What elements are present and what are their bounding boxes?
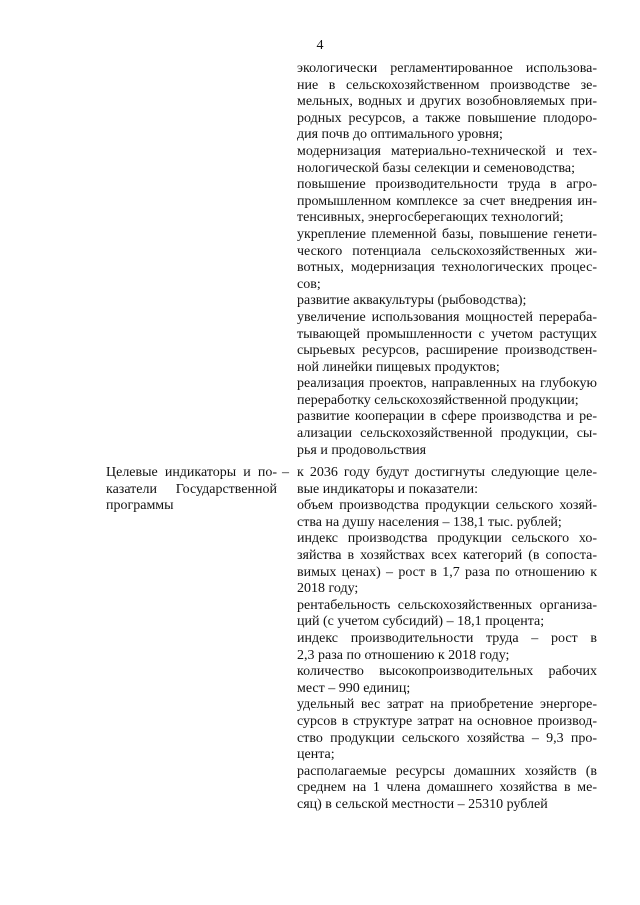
text-line: ство продукции сельского хозяйства – 9,3 про- xyxy=(297,730,597,746)
text-line: индекс производства продукции сельского хо- xyxy=(297,531,597,547)
text-line: к 2036 году будут достигнуты следующие целе- xyxy=(297,465,597,480)
indicators-label xyxy=(106,465,277,515)
text-line: ческого потенциала сельскохозяйственных жи- xyxy=(297,243,597,259)
label-line: Целевые индикаторы и по- xyxy=(106,465,277,480)
text-line: экологически регламентированное использова- xyxy=(297,61,597,76)
text-line: развитие кооперации в сфере производства и ре- xyxy=(297,409,597,425)
text-line: родных ресурсов, а также повышение плодоро- xyxy=(297,110,597,126)
text-line: ций (с учетом субсидий) – 18,1 процента; xyxy=(297,614,545,630)
page-number: 4 xyxy=(316,38,324,53)
text-line: индекс производительности труда – рост в xyxy=(297,630,597,646)
label-line: казатели Государственной xyxy=(106,481,277,497)
text-line: удельный вес затрат на приобретение энергоре- xyxy=(297,697,597,713)
text-line: зяйства в хозяйствах всех категорий (в сопоста- xyxy=(297,547,597,563)
text-line: вимых ценах) – рост в 1,7 раза по отношению к xyxy=(297,564,597,580)
text-line: увеличение использования мощностей перераба- xyxy=(297,309,597,325)
text-line: среднем на 1 члена домашнего хозяйства в ме- xyxy=(297,780,597,796)
dash-separator: – xyxy=(282,465,289,480)
text-line: вотных, модернизация технологических процес- xyxy=(297,260,597,276)
text-line: объем производства продукции сельского хозяй- xyxy=(297,498,597,514)
text-line: дия почв до оптимального уровня; xyxy=(297,127,503,143)
text-line: реализация проектов, направленных на глубокую xyxy=(297,376,597,392)
text-line: вые индикаторы и показатели: xyxy=(297,481,478,497)
text-line: 2018 году; xyxy=(297,581,359,597)
text-line: тенсивных, энергосберегающих технологий; xyxy=(297,210,564,226)
goals-text-block xyxy=(297,61,597,459)
text-line: сов; xyxy=(297,276,321,292)
text-line: цента; xyxy=(297,747,335,763)
text-line: рентабельность сельскохозяйственных организа- xyxy=(297,597,597,613)
text-line: рья и продовольствия xyxy=(297,442,427,458)
text-line: нологической базы селекции и семеноводства; xyxy=(297,160,576,176)
text-line: сырьевых ресурсов, расширение производствен- xyxy=(297,343,597,359)
text-line: укрепление племенной базы, повышение генети- xyxy=(297,226,597,242)
text-line: промышленном комплексе за счет внедрения ин- xyxy=(297,193,597,209)
text-line: переработку сельскохозяйственной продукции; xyxy=(297,392,579,408)
text-line: 2,3 раза по отношению к 2018 году; xyxy=(297,647,510,663)
text-line: сурсов в структуре затрат на основное производ- xyxy=(297,713,597,729)
text-line: ной линейки пищевых продуктов; xyxy=(297,359,500,375)
text-line: ства на душу населения – 138,1 тыс. рублей; xyxy=(297,514,562,530)
text-line: мест – 990 единиц; xyxy=(297,680,411,696)
text-line: ализации сельскохозяйственной продукции, сы- xyxy=(297,426,597,442)
text-line: количество высокопроизводительных рабочих xyxy=(297,664,597,680)
text-line: ние в сельскохозяйственном производстве зе- xyxy=(297,77,597,93)
text-line: модернизация материально-технической и тех- xyxy=(297,143,597,159)
text-line: располагаемые ресурсы домашних хозяйств (в xyxy=(297,763,597,779)
text-line: повышение производительности труда в агро- xyxy=(297,177,597,193)
text-line: тывающей промышленности с учетом растущих xyxy=(297,326,597,342)
text-line: развитие аквакультуры (рыбоводства); xyxy=(297,293,527,309)
text-line: мельных, водных и других возобновляемых при- xyxy=(297,94,597,110)
label-line: программы xyxy=(106,498,174,514)
text-line: сяц) в сельской местности – 25310 рублей xyxy=(297,796,548,812)
indicators-text-block xyxy=(297,465,597,813)
